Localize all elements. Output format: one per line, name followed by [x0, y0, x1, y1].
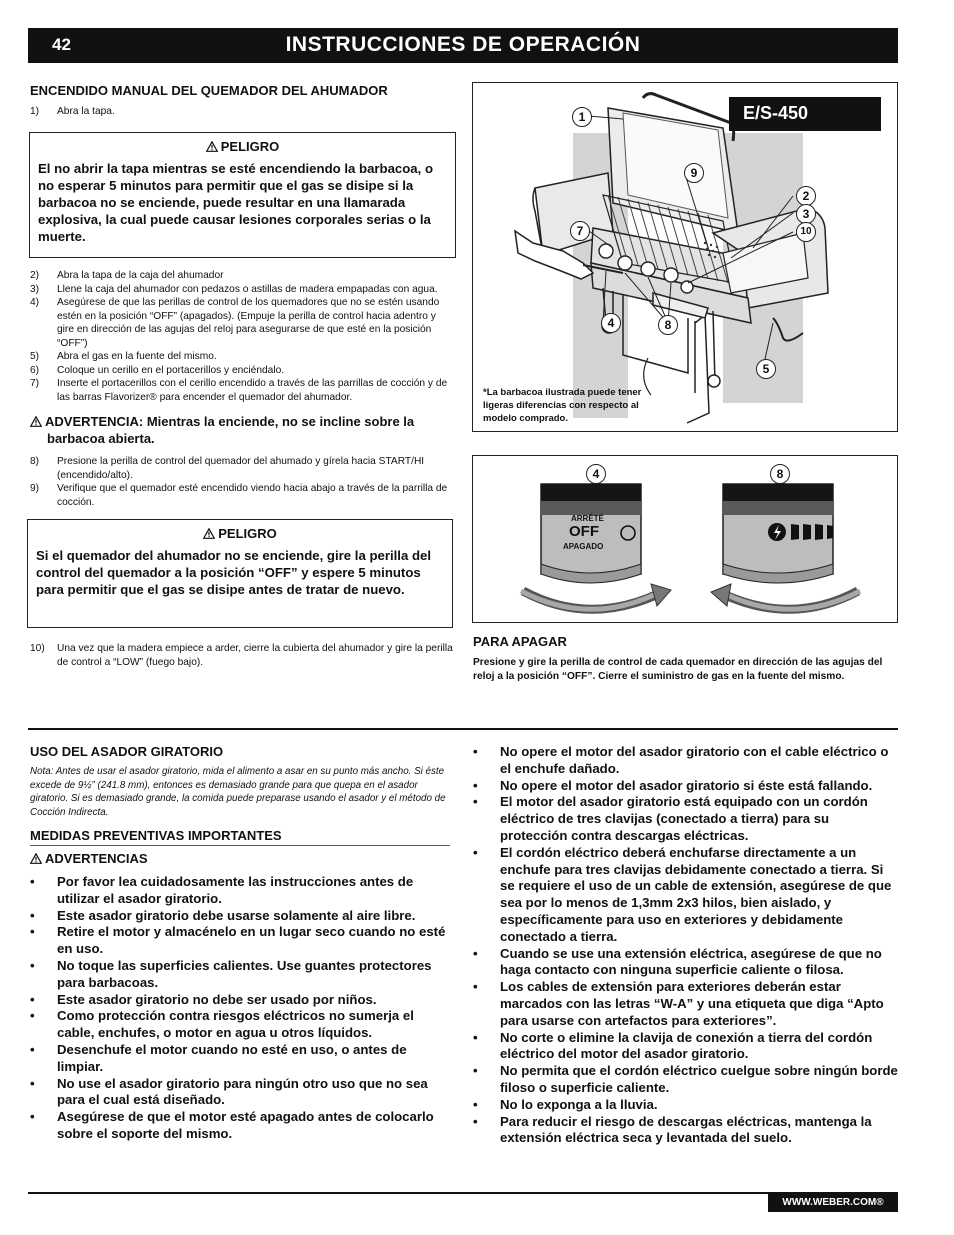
danger-heading: PELIGRO	[30, 139, 455, 154]
list-item: • Los cables de extensión para exteriores deberán estar marcados con las letras “W-A” y una etiqueta que diga “Apto para usarse con artefactos para exteriores”.	[473, 979, 884, 1028]
list-item: • No opere el motor del asador giratorio si éste está fallando.	[473, 777, 873, 793]
warnings-label: ADVERTENCIAS	[30, 851, 148, 866]
step-item: 1) Abra la tapa.	[30, 106, 115, 117]
figure-caption: *La barbacoa ilustrada puede tener ligeras diferencias con respecto al modelo comprado.	[483, 387, 642, 424]
knob-label-top: ARRÊTÉ	[571, 514, 604, 523]
knob-figure	[472, 455, 898, 623]
step-item: 6) Coloque un cerillo en el portacerillos y enciéndalo.	[30, 364, 285, 376]
para-apagar-heading: PARA APAGAR	[473, 634, 567, 649]
list-item: • No permita que el cordón eléctrico cuelgue sobre ningún borde filoso o superficie caliente.	[473, 1063, 898, 1095]
list-item: • Este asador giratorio no debe ser usado por niños.	[30, 991, 377, 1007]
page-number: 42	[52, 35, 71, 54]
step-item: 8) Presione la perilla de control del quemador del ahumado y gírela hacia START/HI (encendido/alto).	[30, 456, 425, 481]
callout-badge: 7	[570, 221, 590, 241]
grill-illustration	[473, 83, 896, 430]
section-divider	[28, 728, 898, 730]
warning-triangle-icon	[30, 416, 42, 427]
list-item: • No use el asador giratorio para ningún otro uso que no sea para el cual está diseñado.	[30, 1075, 428, 1108]
step-item: 3) Llene la caja del ahumador con pedazos o astillas de madera empapadas con agua.	[30, 283, 438, 295]
list-item: • El cordón eléctrico deberá enchufarse directamente a un enchufe para tres clavijas debidamente conectado a tierra. Si se requiere el uso de un cable de extensión, asegúrese de que sea por lo menos de 1,3mm 2x3 hilos, bien aislado, y específicamente para uso en exteriores y debidamente conectado a tierra.	[473, 844, 892, 944]
step-list-2	[30, 269, 454, 404]
list-item: • El motor del asador giratorio está equipado con un cordón eléctrico de tres clavijas (conectado a tierra) para su protección contra descargas eléctricas.	[473, 794, 868, 843]
knob-label-bottom: APAGADO	[563, 542, 604, 551]
list-item: • Como protección contra riesgos eléctricos no sumerja el cable, enchufes, o motor en agua u otros líquidos.	[30, 1008, 414, 1041]
precautions-heading: MEDIDAS PREVENTIVAS IMPORTANTES	[30, 828, 282, 843]
step-item: 5) Abra el gas en la fuente del mismo.	[30, 351, 217, 362]
danger-heading: PELIGRO	[28, 526, 452, 541]
list-item: • Asegúrese de que el motor esté apagado antes de colocarlo sobre el soporte del mismo.	[30, 1109, 434, 1141]
callout-badge: 9	[684, 163, 704, 183]
callout-badge: 4	[586, 464, 606, 484]
callout-badge: 8	[658, 315, 678, 335]
step-item: 2) Abra la tapa de la caja del ahumador	[30, 270, 224, 281]
section-heading-smoker: ENCENDIDO MANUAL DEL QUEMADOR DEL AHUMADOR	[30, 83, 388, 98]
danger-box-2	[27, 519, 453, 628]
rotisserie-bullets-left	[30, 874, 450, 1143]
warning-triangle-icon	[30, 853, 42, 864]
step-list-4	[30, 642, 454, 669]
precautions-underline	[30, 845, 450, 846]
warning-triangle-icon	[206, 141, 218, 152]
step-item: 7) Inserte el portacerillos con el cerillo encendido a través de las parrillas de cocción y de las barras Flavorizer® para encender el quemador del ahumador.	[30, 378, 448, 403]
list-item: • Para reducir el riesgo de descargas eléctricas, mantenga la extensión eléctrica seca y levantada del suelo.	[473, 1113, 872, 1146]
step-item: 9) Verifique que el quemador esté encendido viendo hacia abajo a través de la parrilla de cocción.	[30, 483, 448, 508]
list-item: • Desenchufe el motor cuando no esté en uso, o antes de limpiar.	[30, 1041, 407, 1074]
list-item: • No lo exponga a la lluvia.	[473, 1096, 658, 1112]
rotisserie-note: Nota: Antes de usar el asador giratorio, mida el alimento a asar en su punto más ancho. Si éste excede de 9½” (241.8 mm), entonces es demasiado grande para que quepa en el asador giratorio. Si es demasiado grande, la comida puede preparase usando el asador y el método de Cocción Indirecta.	[30, 766, 446, 818]
callout-badge: 10	[796, 222, 816, 242]
para-apagar-text: Presione y gire la perilla de control de cada quemador en dirección de las agujas del reloj a la posición “OFF”. Cierre el suministro de gas en la fuente del mismo.	[473, 657, 883, 682]
model-label: E/S-450	[729, 97, 881, 131]
callout-badge: 1	[572, 107, 592, 127]
step-item: 4) Asegúrese de que las perillas de control de los quemadores que no se estén usando estén en la posición “OFF” (apagados). (Empuje la perilla de control hacia adentro y gire en dirección de las agujas del reloj para asegurarse de que esté en la posición “OFF”)	[30, 297, 440, 349]
list-item: • Cuando se use una extensión eléctrica, asegúrese de que no haga contacto con ninguna superficie caliente o filosa.	[473, 945, 882, 978]
warning-triangle-icon	[203, 528, 215, 539]
callout-badge: 4	[601, 313, 621, 333]
step-list-3	[30, 455, 454, 509]
danger-text: Si el quemador del ahumador no se enciende, gire la perilla del control del quemador a la posición “OFF” y espere 5 minutos para permitir que el gas se disipe antes de tratar de nuevo.	[36, 548, 432, 597]
rotisserie-heading: USO DEL ASADOR GIRATORIO	[30, 744, 224, 759]
rotisserie-bullets-right	[473, 744, 898, 1147]
callout-badge: 3	[796, 204, 816, 224]
danger-text: El no abrir la tapa mientras se esté encendiendo la barbacoa, o no esperar 5 minutos para permitir que el gas se disipe si la barbacoa no se enciende, puede resultar en una llamarada explosiva, la cual puede causar lesiones corporales serias o la muerte.	[38, 161, 434, 244]
list-item: • Este asador giratorio debe usarse solamente al aire libre.	[30, 907, 416, 923]
list-item: • No opere el motor del asador giratorio con el cable eléctrico o el enchufe dañado.	[473, 744, 889, 776]
warning-line: ADVERTENCIA: Mientras la enciende, no se incline sobre la barbacoa abierta.	[30, 414, 471, 447]
knob-illustration	[473, 456, 896, 621]
danger-box-1	[29, 132, 456, 258]
footer-url[interactable]: WWW.WEBER.COM®	[768, 1194, 898, 1212]
callout-badge: 5	[756, 359, 776, 379]
grill-figure	[472, 82, 898, 432]
callout-badge: 2	[796, 186, 816, 206]
page-title: INSTRUCCIONES DE OPERACIÓN	[285, 33, 641, 56]
step-item: 10) Una vez que la madera empiece a arder, cierre la cubierta del ahumador y gire la perilla de control a “LOW” (fuego bajo).	[30, 643, 453, 668]
list-item: • No corte o elimine la clavija de conexión a tierra del cordón eléctrico del motor del asador giratorio.	[473, 1029, 873, 1062]
step-list-1	[30, 105, 450, 119]
list-item: • Por favor lea cuidadosamente las instrucciones antes de utilizar el asador giratorio.	[30, 874, 414, 906]
knob-label-off: OFF	[569, 523, 599, 540]
list-item: • No toque las superficies calientes. Use guantes protectores para barbacoas.	[30, 957, 432, 990]
callout-badge: 8	[770, 464, 790, 484]
list-item: • Retire el motor y almacénelo en un lugar seco cuando no esté en uso.	[30, 924, 446, 957]
page-header	[28, 28, 898, 63]
